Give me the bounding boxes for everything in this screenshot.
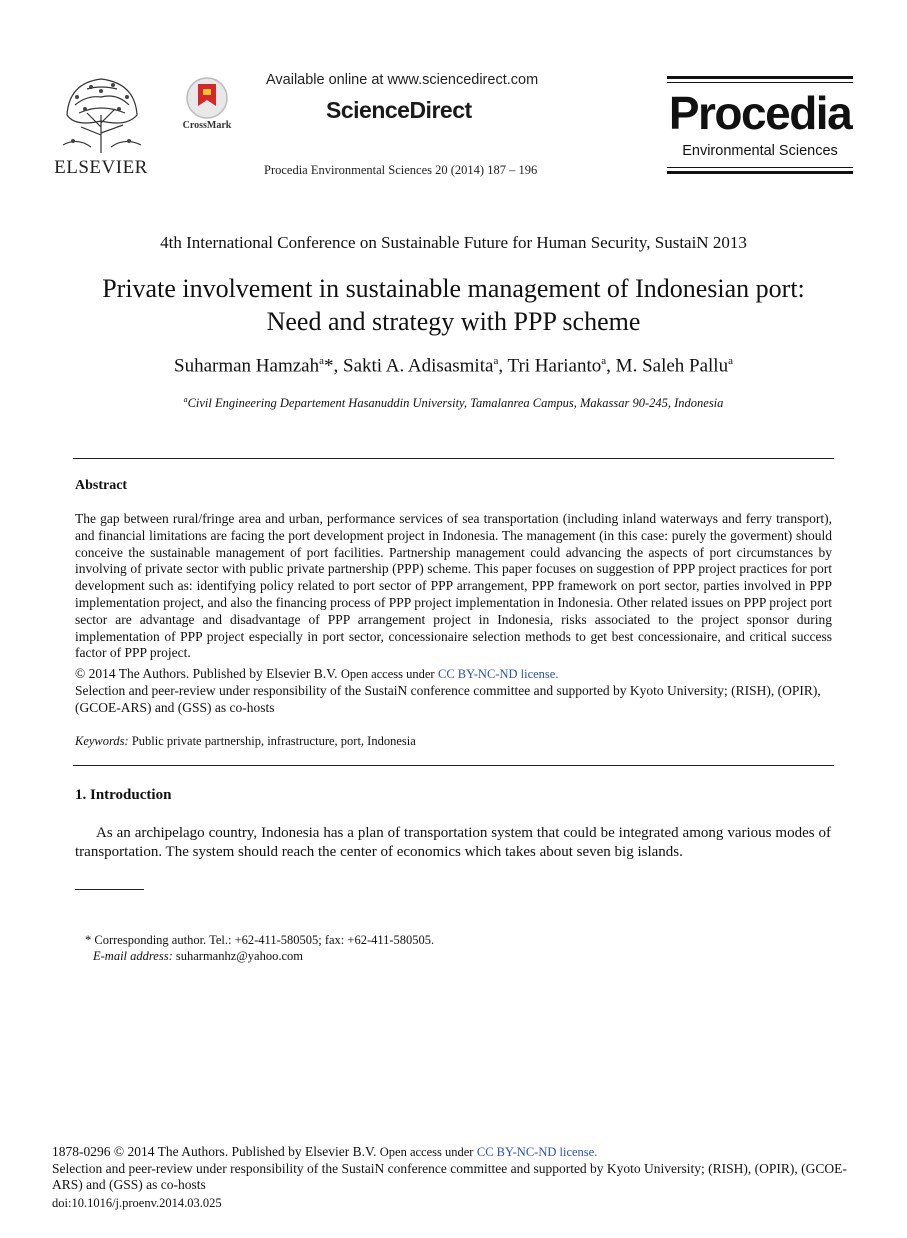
email-address[interactable]: suharmanhz@yahoo.com (175, 949, 303, 963)
author-affiliation-mark: a (493, 355, 499, 367)
elsevier-logo[interactable] (52, 75, 150, 178)
procedia-top-rule-thin (667, 82, 853, 83)
footer-issn-copyright: 1878-0296 © 2014 The Authors. Published by Elsevier B.V. (52, 1144, 377, 1159)
doi-link[interactable]: doi:10.1016/j.proenv.2014.03.025 (52, 1196, 222, 1210)
procedia-subtitle: Environmental Sciences (682, 143, 838, 159)
crossmark-icon (185, 76, 229, 120)
procedia-logo[interactable] (667, 76, 853, 176)
affiliation-text: Civil Engineering Departement Hasanuddin University, Tamalanrea Campus, Makassar 90-245, Indonesia (187, 396, 724, 411)
keywords (75, 734, 416, 749)
abstract-heading: Abstract (75, 478, 128, 493)
procedia-wordmark: Procedia (668, 87, 852, 139)
email-footnote (93, 949, 303, 964)
keywords-label: Keywords: (75, 734, 129, 748)
footnote-rule (75, 889, 144, 890)
keywords-text: Public private partnership, infrastructure, port, Indonesia (131, 734, 416, 748)
journal-reference: Procedia Environmental Sciences 20 (2014) 187 – 196 (264, 163, 538, 177)
conference-name: 4th International Conference on Sustainable Future for Human Security, SustaiN 2013 (160, 233, 747, 252)
peer-review-text: Selection and peer-review under responsibility of the SustaiN conference committee and supported by Kyoto University; (RISH), (OPIR), (GCOE-ARS) and (GSS) as co-hosts (75, 682, 821, 715)
author-name[interactable]: Suharman Hamzah (174, 355, 320, 377)
affiliation (0, 395, 907, 411)
crossmark-label: CrossMark (182, 120, 232, 131)
affiliation-mark: a (183, 395, 188, 404)
footer-open-access: Open access under (379, 1145, 474, 1159)
author-affiliation-mark: a (319, 355, 324, 367)
paper-title (40, 272, 867, 338)
title-line-1: Private involvement in sustainable management of Indonesian port: (102, 274, 805, 303)
procedia-top-rule (667, 76, 853, 79)
page-footer (52, 1144, 864, 1194)
sciencedirect-logo[interactable]: ScienceDirect (326, 97, 472, 123)
elsevier-tree-icon (57, 75, 145, 153)
author-list: Suharman Hamzah$^a$*, Sakti A. Adisasmita$^a$, Tri Harianto$^a$, M. Saleh Pallu$^a$ (174, 355, 733, 377)
email-label: E-mail address: (93, 949, 173, 963)
elsevier-wordmark: ELSEVIER (54, 157, 148, 178)
copyright-text: © 2014 The Authors. Published by Elsevier B.V. (75, 666, 338, 681)
author-name[interactable]: Sakti A. Adisasmita (343, 355, 494, 377)
abstract-copyright (75, 666, 835, 716)
crossmark-badge[interactable] (176, 76, 238, 136)
procedia-bottom-rule-thin (667, 167, 853, 168)
author-affiliation-mark: a (728, 355, 733, 367)
author-name[interactable]: M. Saleh Pallu (615, 355, 729, 377)
procedia-bottom-rule (667, 171, 853, 174)
author-name[interactable]: Tri Harianto (507, 355, 602, 377)
title-line-2: Need and strategy with PPP scheme (266, 307, 641, 336)
divider-bottom (73, 765, 834, 766)
available-online-link[interactable]: Available online at www.sciencedirect.com (266, 72, 539, 88)
introduction-heading: 1. Introduction (75, 787, 172, 803)
corresponding-author-footnote: * Corresponding author. Tel.: +62-411-580505; fax: +62-411-580505. (85, 933, 435, 947)
open-access-text: Open access under (340, 667, 435, 681)
author-affiliation-mark: a (601, 355, 607, 367)
divider-top (73, 458, 834, 459)
license-link[interactable]: CC BY-NC-ND license. (437, 667, 559, 681)
corresponding-mark: * (324, 355, 334, 377)
footer-peer-review: Selection and peer-review under responsibility of the SustaiN conference committee and supported by Kyoto University; (RISH), (OPIR), (GCOE-ARS) and (GSS) as co-hosts (52, 1160, 847, 1192)
introduction-body: As an archipelago country, Indonesia has a plan of transportation system that could be integrated among various modes of transportation. The system should reach the center of economics which takes about seven big islands. (75, 825, 831, 860)
footer-license-link[interactable]: CC BY-NC-ND license. (476, 1145, 598, 1159)
abstract-body: The gap between rural/fringe area and urban, performance services of sea transportation (including inland waterways and ferry transport), and financial limitations are facing the port development project in Indonesia. The management (in this case: purely the goverment) should conceive the sustainable management of port facilities. Partnership management could advancing the aspects of port circumstances by involving of private sector with public private partnership (PPP) scheme. This paper focuses on suggestion of PPP project practices for port development such as: identifying policy related to port sector of PPP arrangement, PPP framework on port sector, parties involved in PPP implementation project, and also the financing process of PPP project implementation in Indonesia. Other related issues on PPP project port sector are advantage and disadvantage of PPP arrangement project in Indonesia, risks associated to the project sponsor during implementation of PPP project especially in port sector, concessionaire selection methods to get best concessionaire, and critical success factor of PPP project. (75, 511, 832, 661)
